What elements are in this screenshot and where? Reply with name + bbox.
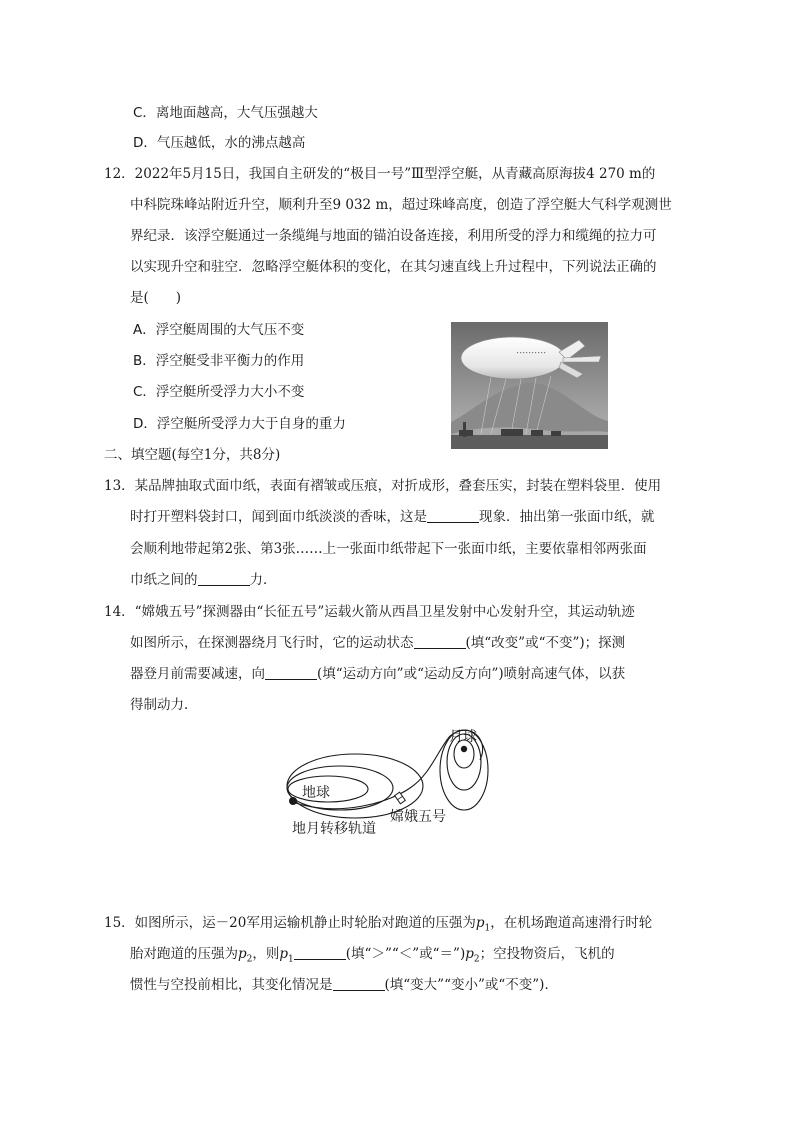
q15-text: ；空投物资后，飞机的 [479,946,615,962]
q15-stem-line2 [130,948,615,965]
q14-text: 如图所示，在探测器绕月飞行时，它的运动状态 [130,635,414,651]
answer-blank[interactable] [265,679,317,680]
q13-stem-line1: 13．某品牌抽取式面巾纸，表面有褶皱或压痕，对折成形，叠套压实，封装在塑料袋里．使用 [104,478,662,494]
q12-stem-line4: 以实现升空和驻空．忽略浮空艇体积的变化，在其匀速直线上升过程中，下列说法正确的 [130,259,657,275]
q15-text: ，在机场跑道高速滑行时轮 [490,915,653,931]
diagram-label-earth: 地球 [302,785,330,801]
q11-option-d: D．气压越低，水的沸点越高 [133,135,306,151]
earth-icon [289,797,297,805]
q15-text: 惯性与空投前相比，其变化情况是 [130,977,333,993]
q13-text: 现象．抽出第一张面巾纸，就 [479,509,655,525]
answer-blank[interactable] [414,648,466,649]
q14-stem-line2 [130,637,625,651]
q14-text: 器登月前需要减速，向 [130,666,265,682]
subscript: 2 [473,954,480,965]
answer-blank[interactable] [198,585,250,586]
answer-blank[interactable] [333,990,385,991]
answer-blank[interactable] [427,522,479,523]
diagram-label-probe: 嫦娥五号 [390,809,446,825]
q12-stem-line3: 界纪录．该浮空艇通过一条缆绳与地面的锚泊设备连接，利用所受的浮力和缆绳的拉力可 [130,228,657,244]
symbol-p: p [279,946,289,962]
q15-text: ，则 [252,946,280,962]
q14-text: (填“运动方向”或“运动反方向”)喷射高速气体，以获 [317,666,626,682]
q15-stem-line3 [130,979,558,993]
section-title-fill-in: 二、填空题(每空1分，共8分) [104,447,281,463]
q12-stem-line1: 12．2022年5月15日，我国自主研发的“极目一号”Ⅲ型浮空艇，从青藏高原海拔4 270 m的 [104,166,656,182]
airship-photo [451,322,608,449]
q12-option-d: D．浮空艇所受浮力大于自身的重力 [133,416,346,432]
moon-icon [461,746,467,752]
q12-option-b: B．浮空艇受非平衡力的作用 [133,353,305,369]
q14-stem-line4: 得制动力． [130,697,198,713]
q13-stem-line4 [130,574,277,588]
symbol-p: p [465,946,474,962]
q12-option-a: A．浮空艇周围的大气压不变 [133,322,305,338]
q13-stem-line2 [130,511,655,525]
q12-stem-line5: 是( ) [130,290,182,306]
q13-text: 时打开塑料袋封口，闻到面巾纸淡淡的香味，这是 [130,509,427,525]
q14-stem-line3 [130,668,625,682]
q11-option-c: C．离地面越高，大气压强越大 [133,105,318,121]
q14-text: (填“改变”或“不变”)；探测 [465,635,626,651]
q15-stem-line1 [104,917,652,934]
symbol-p: p [238,946,247,962]
q15-text: 胎对跑道的压强为 [130,946,238,962]
diagram-label-transfer-orbit: 地月转移轨道 [292,821,376,837]
q15-text: (填“变大”“变小”或“不变”)． [384,977,558,993]
q12-option-c: C．浮空艇所受浮力大小不变 [133,384,305,400]
q12-stem-line2: 中科院珠峰站附近升空，顺利升至9 032 m，超过珠峰高度，创造了浮空艇大气科学观测世 [130,197,672,213]
answer-blank[interactable] [294,959,346,960]
subscript: 2 [246,954,253,965]
symbol-p: p [475,915,485,931]
subscript: 1 [484,923,491,934]
q15-text: (填“＞”“＜”或“＝”) [345,946,466,962]
subscript: 1 [288,954,294,965]
q15-text: 15．如图所示，运－20军用运输机静止时轮胎对跑道的压强为 [104,915,476,931]
q13-text: 力． [249,572,277,588]
q13-text: 巾纸之间的 [130,572,198,588]
q13-stem-line3: 会顺利地带起第2张、第3张……上一张面巾纸带起下一张面巾纸，主要依靠相邻两张面 [130,541,647,557]
q14-stem-line1: 14．“嫦娥五号”探测器由“长征五号”运载火箭从西昌卫星发射中心发射升空，其运动轨迹 [104,604,635,620]
diagram-label-moon: 月球 [449,729,477,745]
